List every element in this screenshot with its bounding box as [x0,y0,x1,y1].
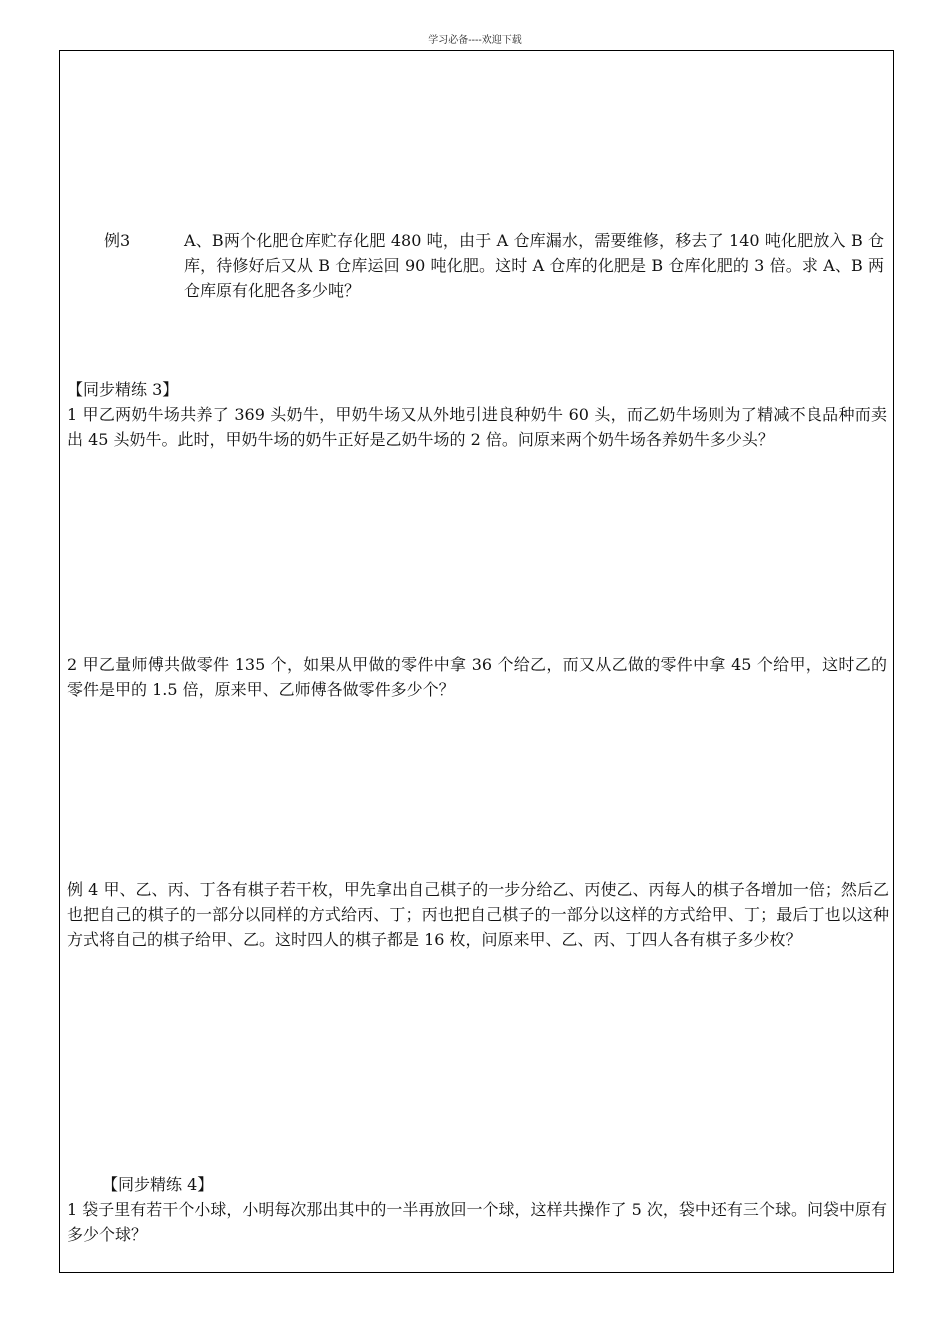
sync-4-problem-1: 1 袋子里有若干个小球，小明每次那出其中的一半再放回一个球，这样共操作了 5 次，袋中还有三个球。问袋中原有多少个球？ [67,1200,887,1244]
sync-3-problem-2: 2 甲乙量师傅共做零件 135 个，如果从甲做的零件中拿 36 个给乙，而又从乙做的零件中拿 45 个给甲，这时乙的零件是甲的 1.5 倍，原来甲、乙师傅各做零件多少个？ [67,655,887,699]
page-header: 学习必备----欢迎下载 [428,35,522,46]
sync-3-problem-1: 1 甲乙两奶牛场共养了 369 头奶牛，甲奶牛场又从外地引进良种奶牛 60 头，而乙奶牛场则为了精减不良品种而卖出 45 头奶牛。此时，甲奶牛场的奶牛正好是乙奶牛场的 2 倍。问原来两个奶牛场各养奶牛多少头？ [67,405,887,449]
example-4-text: 例 4 甲、乙、丙、丁各有棋子若干枚，甲先拿出自己棋子的一步分给乙、丙使乙、丙每人的棋子各增加一倍；然后乙也把自己的棋子的一部分以同样的方式给丙、丁；丙也把自己棋子的一部分以这样的方式给甲、丁；最后丁也以这种方式将自己的棋子给甲、乙。这时四人的棋子都是 16 枚，问原来甲、乙、丙、丁四人各有棋子多少枚？ [67,880,889,949]
sync-practice-3-title: 【同步精练 3】 [67,380,179,399]
example-3-label: 例3 [104,231,131,250]
example-3-text: A、B两个化肥仓库贮存化肥 480 吨，由于 A 仓库漏水，需要维修，移去了 140 吨化肥放入 B 仓库，待修好后又从 B 仓库运回 90 吨化肥。这时 A 仓库的化肥是 B 仓库化肥的 3 倍。求 A、B 两仓库原有化肥各多少吨？ [184,231,884,300]
sync-practice-4-title: 【同步精练 4】 [102,1175,214,1194]
